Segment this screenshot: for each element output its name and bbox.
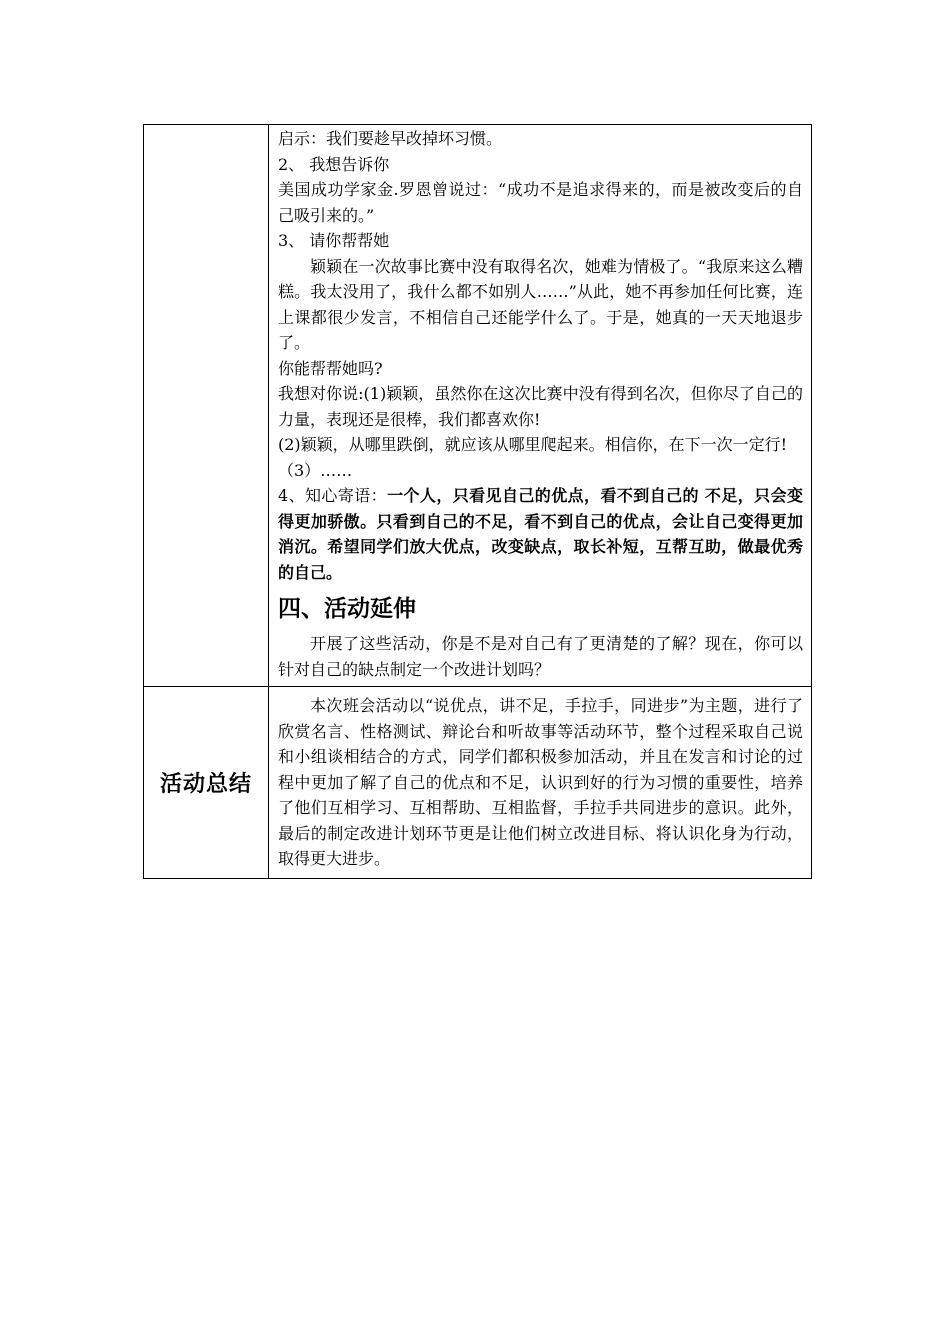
summary-paragraph: 本次班会活动以“说优点，讲不足，手拉手，同进步”为主题，进行了欣赏名言、性格测试、辩论台和听故事等活动环节，整个过程采取自己说和小组谈相结合的方式，同学们都积极参加活动，并且在发言和讨论的过程中更加了解了自己的优点和不足，认识到好的行为习惯的重要性，培养了他们互相学习、互相帮助、互相监督，手拉手共同进步的意识。此外，最后的制定改进计划环节更是让他们树立改进目标、将认识化身为行动，取得更大进步。	[278, 696, 803, 868]
reply-3: （3）……	[278, 460, 353, 480]
reply-2: (2)颖颖，从哪里跌倒，就应该从哪里爬起来。相信你，在下一次一定行!	[278, 435, 788, 454]
table-row	[144, 125, 812, 687]
activity-table	[143, 124, 812, 879]
summary-label: 活动总结	[159, 771, 252, 797]
message-prefix: 4、知心寄语：	[278, 486, 388, 505]
summary-content-cell	[269, 687, 812, 879]
item-2-title: 2、 我想告诉你	[278, 154, 390, 174]
item-3-title: 3、 请你帮帮她	[278, 231, 390, 250]
message-bold: 一个人，只看见自己的优点，看不到自己的 不足，只会变得更加骄傲。只看到自己的不足，看不到自己的优点，会让自己变得更加消沉。希望同学们放大优点，改变缺点，取长补短，互帮互助，做最优秀的自己。	[278, 486, 803, 582]
help-question: 你能帮帮她吗?	[278, 358, 383, 378]
quote-paragraph: 美国成功学家金.罗恩曾说过：“成功不是追求得来的，而是被改变后的自己吸引来的。”	[278, 180, 803, 225]
extension-paragraph: 开展了这些活动，你是不是对自己有了更清楚的了解？现在，你可以针对自己的缺点制定一个改进计划吗？	[278, 634, 803, 679]
activity-content-cell	[269, 125, 812, 687]
summary-label-cell	[144, 687, 269, 879]
reply-1: 我想对你说:(1)颖颖，虽然你在这次比赛中没有得到名次，但你尽了自己的力量，表现还是很棒，我们都喜欢你!	[278, 384, 803, 429]
empty-label-cell	[144, 125, 269, 687]
insight-line: 启示：我们要趁早改掉坏习惯。	[278, 129, 503, 148]
table-row	[144, 687, 812, 879]
message-paragraph	[278, 483, 803, 585]
story-paragraph: 颖颖在一次故事比赛中没有取得名次，她难为情极了。“我原来这么糟糕。我太没用了，我什么都不如别人……”从此，她不再参加任何比赛，连上课都很少发言，不相信自己还能学什么了。于是，她真的一天天地退步了。	[278, 256, 803, 352]
section-heading: 四、活动延伸	[278, 596, 416, 622]
